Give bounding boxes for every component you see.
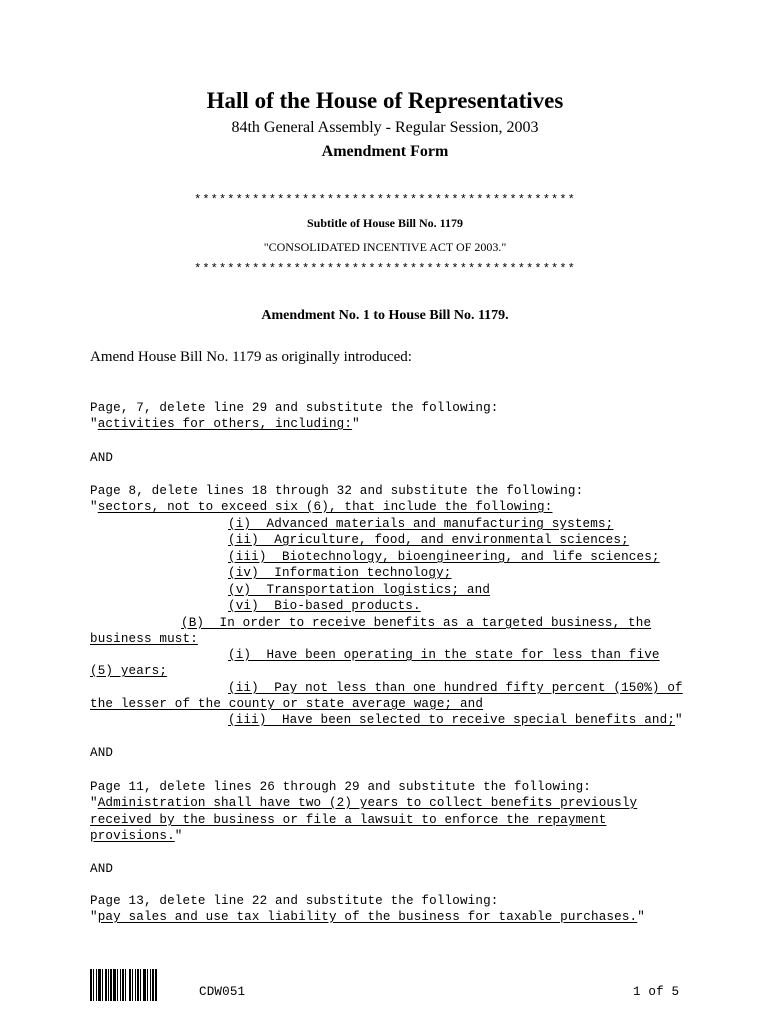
and-separator: AND [90,862,114,876]
page-number: 1 of 5 [633,985,680,999]
underlined-text: the lesser of the county or state average wage; and [90,697,484,711]
bill-name: "CONSOLIDATED INCENTIVE ACT OF 2003." [263,240,507,254]
underlined-text: (iv) Information technology; [228,566,452,580]
page-title: Hall of the House of Representatives [206,88,564,113]
session-subtitle: 84th General Assembly - Regular Session, 2003 [231,119,539,136]
underlined-text: business must: [90,632,198,646]
underlined-text: (iii) Have been selected to receive special benefits and; [228,713,676,727]
underlined-text: activities for others, including: [97,417,353,431]
list-item [228,599,421,613]
underlined-text: (iii) Biotechnology, bioengineering, and life sciences; [228,550,660,564]
star-divider: ********************************************** [194,193,576,207]
underlined-text: Administration shall have two (2) years to collect benefits previously [97,796,638,810]
substitute-text: "pay sales and use tax liability of the business for taxable purchases." [90,910,645,924]
star-divider: ********************************************** [194,262,576,276]
and-separator: AND [90,451,114,465]
instruction-line: Page 8, delete lines 18 through 32 and substitute the following: [90,484,584,498]
substitute-text [90,813,606,827]
underlined-text: (ii) Agriculture, food, and environmental sciences; [228,533,629,547]
underlined-text: (i) Have been operating in the state for less than five [228,648,660,662]
list-item [90,664,167,678]
list-item [228,681,683,695]
barcode-bar [157,969,158,1001]
list-item [228,550,660,564]
instruction-line: Page, 7, delete line 29 and substitute the following: [90,401,499,415]
underlined-text: (vi) Bio-based products. [228,599,421,613]
instruction-line: Page 13, delete line 22 and substitute the following: [90,894,499,908]
underlined-text: received by the business or file a lawsuit to enforce the repayment [90,813,607,827]
list-item [228,533,629,547]
underlined-text: (v) Transportation logistics; and [228,583,491,597]
underlined-text: provisions. [90,829,175,843]
list-item [228,517,613,531]
bill-subtitle: Subtitle of House Bill No. 1179 [306,216,464,230]
substitute-text: "Administration shall have two (2) years to collect benefits previously [90,796,638,810]
substitute-text: provisions." [90,829,183,843]
barcode-image [90,969,198,1001]
list-item [228,566,452,580]
document-code: CDW051 [199,985,246,999]
underlined-text: (ii) Pay not less than one hundred fifty percent (150%) of [228,681,683,695]
and-separator: AND [90,746,114,760]
amendment-intro: Amend House Bill No. 1179 as originally introduced: [90,349,412,365]
underlined-text: (B) In order to receive benefits as a targeted business, the [181,616,652,630]
list-item [228,583,490,597]
substitute-text: "activities for others, including:" [90,417,360,431]
substitute-text: "sectors, not to exceed six (6), that include the following: [90,500,553,514]
instruction-line: Page 11, delete lines 26 through 29 and substitute the following: [90,780,591,794]
list-item: (iii) Have been selected to receive special benefits and;" [228,713,683,727]
underlined-text: sectors, not to exceed six (6), that include the following: [97,500,553,514]
list-item [228,648,660,662]
form-name: Amendment Form [321,143,449,160]
list-item [181,616,651,630]
underlined-text: (5) years; [90,664,168,678]
underlined-text: (i) Advanced materials and manufacturing systems; [228,517,614,531]
amendment-heading: Amendment No. 1 to House Bill No. 1179. [261,308,509,323]
underlined-text: pay sales and use tax liability of the business for taxable purchases. [97,910,638,924]
list-item [90,632,198,646]
list-item [90,697,483,711]
